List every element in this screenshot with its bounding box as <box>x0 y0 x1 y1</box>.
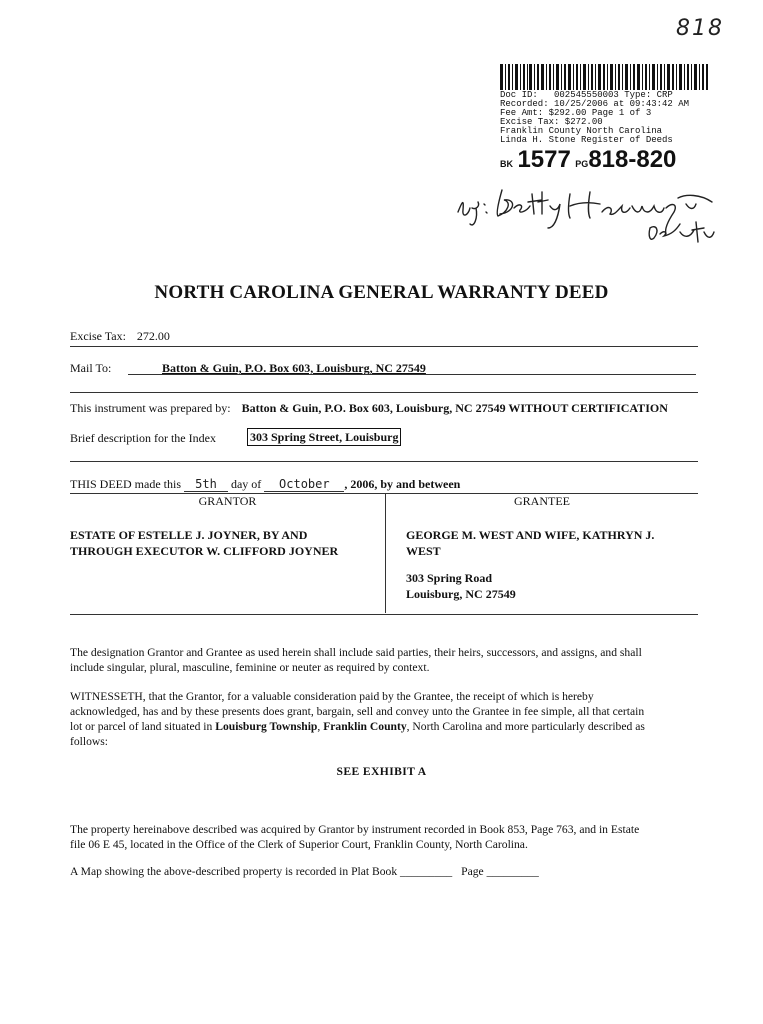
grantee-address <box>406 570 516 602</box>
divider <box>70 346 698 347</box>
stamp-register: Linda H. Stone Register of Deeds <box>500 135 673 145</box>
prepared-by-row <box>70 401 668 416</box>
brief-description-label: Brief description for the Index <box>70 431 216 445</box>
mail-to-value: Batton & Guin, P.O. Box 603, Louisburg, NC 27549 <box>162 361 426 375</box>
acquired-line-1: The property hereinabove described was acquired by Grantor by instrument recorded in Book 853, Page 763, and in Estate <box>70 823 640 836</box>
stamp-county: Franklin County North Carolina <box>500 126 663 136</box>
table-column-divider <box>385 493 386 613</box>
witnesseth-line-3-rest: , North Carolina and more particularly described as <box>406 720 645 733</box>
witnesseth-comma: , <box>317 720 321 733</box>
plat-book-blank: _________ <box>400 865 453 878</box>
plat-book-text: A Map showing the above-described property is recorded in Plat Book <box>70 865 398 878</box>
prepared-by-value: Batton & Guin, P.O. Box 603, Louisburg, NC 27549 WITHOUT CERTIFICATION <box>241 401 668 415</box>
designation-paragraph <box>70 645 695 675</box>
witnesseth-line-4: follows: <box>70 735 109 748</box>
recording-stamp <box>500 91 689 145</box>
deputy-signature <box>450 184 720 248</box>
plat-page-blank: _________ <box>486 865 539 878</box>
grantee-header: GRANTEE <box>514 494 570 508</box>
witnesseth-line-3-text: lot or parcel of land situated in <box>70 720 213 733</box>
witnesseth-line-2: acknowledged, has and by these presents does grant, bargain, sell and convey unto the Grantee in fee simple, all that certain <box>70 705 645 718</box>
book-page-reference <box>500 146 676 174</box>
excise-tax-value: 272.00 <box>136 329 170 343</box>
prepared-by-label: This instrument was prepared by: <box>70 401 231 415</box>
stamp-excise: Excise Tax: $272.00 <box>500 117 603 127</box>
handwritten-page-number: 818 <box>676 16 724 41</box>
stamp-fee: Fee Amt: $292.00 Page 1 of 3 <box>500 108 652 118</box>
deed-date-prefix: THIS DEED made this <box>70 477 181 491</box>
pg-label: PG <box>575 159 589 169</box>
acquired-paragraph <box>70 822 695 852</box>
county-name: Franklin County <box>323 720 407 733</box>
plat-book-line <box>70 864 695 879</box>
grantee-line-1: GEORGE M. WEST AND WIFE, KATHRYN J. <box>406 528 655 542</box>
witnesseth-paragraph <box>70 689 695 749</box>
township-name: Louisburg Township <box>215 720 318 733</box>
designation-line-2: include singular, plural, masculine, feminine or neuter as required by context. <box>70 661 430 674</box>
excise-tax-row <box>70 329 170 344</box>
deed-day: 5th <box>184 477 228 492</box>
divider <box>70 392 698 393</box>
grantor-line-2: THROUGH EXECUTOR W. CLIFFORD JOYNER <box>70 544 339 558</box>
deed-year-suffix: , 2006, by and between <box>344 477 461 491</box>
deed-date-row <box>70 477 460 492</box>
grantor-header: GRANTOR <box>198 494 257 508</box>
stamp-recorded: Recorded: 10/25/2006 at 09:43:42 AM <box>500 99 690 109</box>
page-range: 818-820 <box>588 146 677 173</box>
deed-month: October <box>264 477 344 492</box>
grantee-address-1: 303 Spring Road <box>406 571 493 585</box>
stamp-doc-id: Doc ID: 002545550003 Type: CRP <box>500 90 673 100</box>
grantor-line-1: ESTATE OF ESTELLE J. JOYNER, BY AND <box>70 528 308 542</box>
designation-line-1: The designation Grantor and Grantee as used herein shall include said parties, their heirs, successors, and assigns, and shall <box>70 646 642 659</box>
witnesseth-line-1: WITNESSETH, that the Grantor, for a valuable consideration paid by the Grantee, the receipt of which is hereby <box>70 690 594 703</box>
see-exhibit-heading: SEE EXHIBIT A <box>336 765 427 778</box>
witnesseth-line-3 <box>70 719 695 734</box>
mail-to-underline <box>128 374 696 375</box>
grantee-line-2: WEST <box>406 544 441 558</box>
table-bottom-rule <box>70 614 698 615</box>
grantee-address-2: Louisburg, NC 27549 <box>406 587 516 601</box>
acquired-line-2: file 06 E 45, located in the Office of the Clerk of Superior Court, Franklin County, North Carolina. <box>70 838 528 851</box>
divider <box>70 461 698 462</box>
document-title: NORTH CAROLINA GENERAL WARRANTY DEED <box>154 282 609 303</box>
excise-tax-label: Excise Tax: <box>70 329 126 343</box>
deed-day-of: day of <box>230 477 262 491</box>
book-number: 1577 <box>517 146 571 173</box>
plat-page-label: Page <box>461 865 484 878</box>
bk-label: BK <box>500 159 513 169</box>
grantor-name <box>70 527 338 559</box>
barcode <box>500 64 708 90</box>
brief-description-value: 303 Spring Street, Louisburg <box>247 428 401 446</box>
mail-to-label: Mail To: <box>70 361 112 375</box>
grantee-name <box>406 527 654 559</box>
